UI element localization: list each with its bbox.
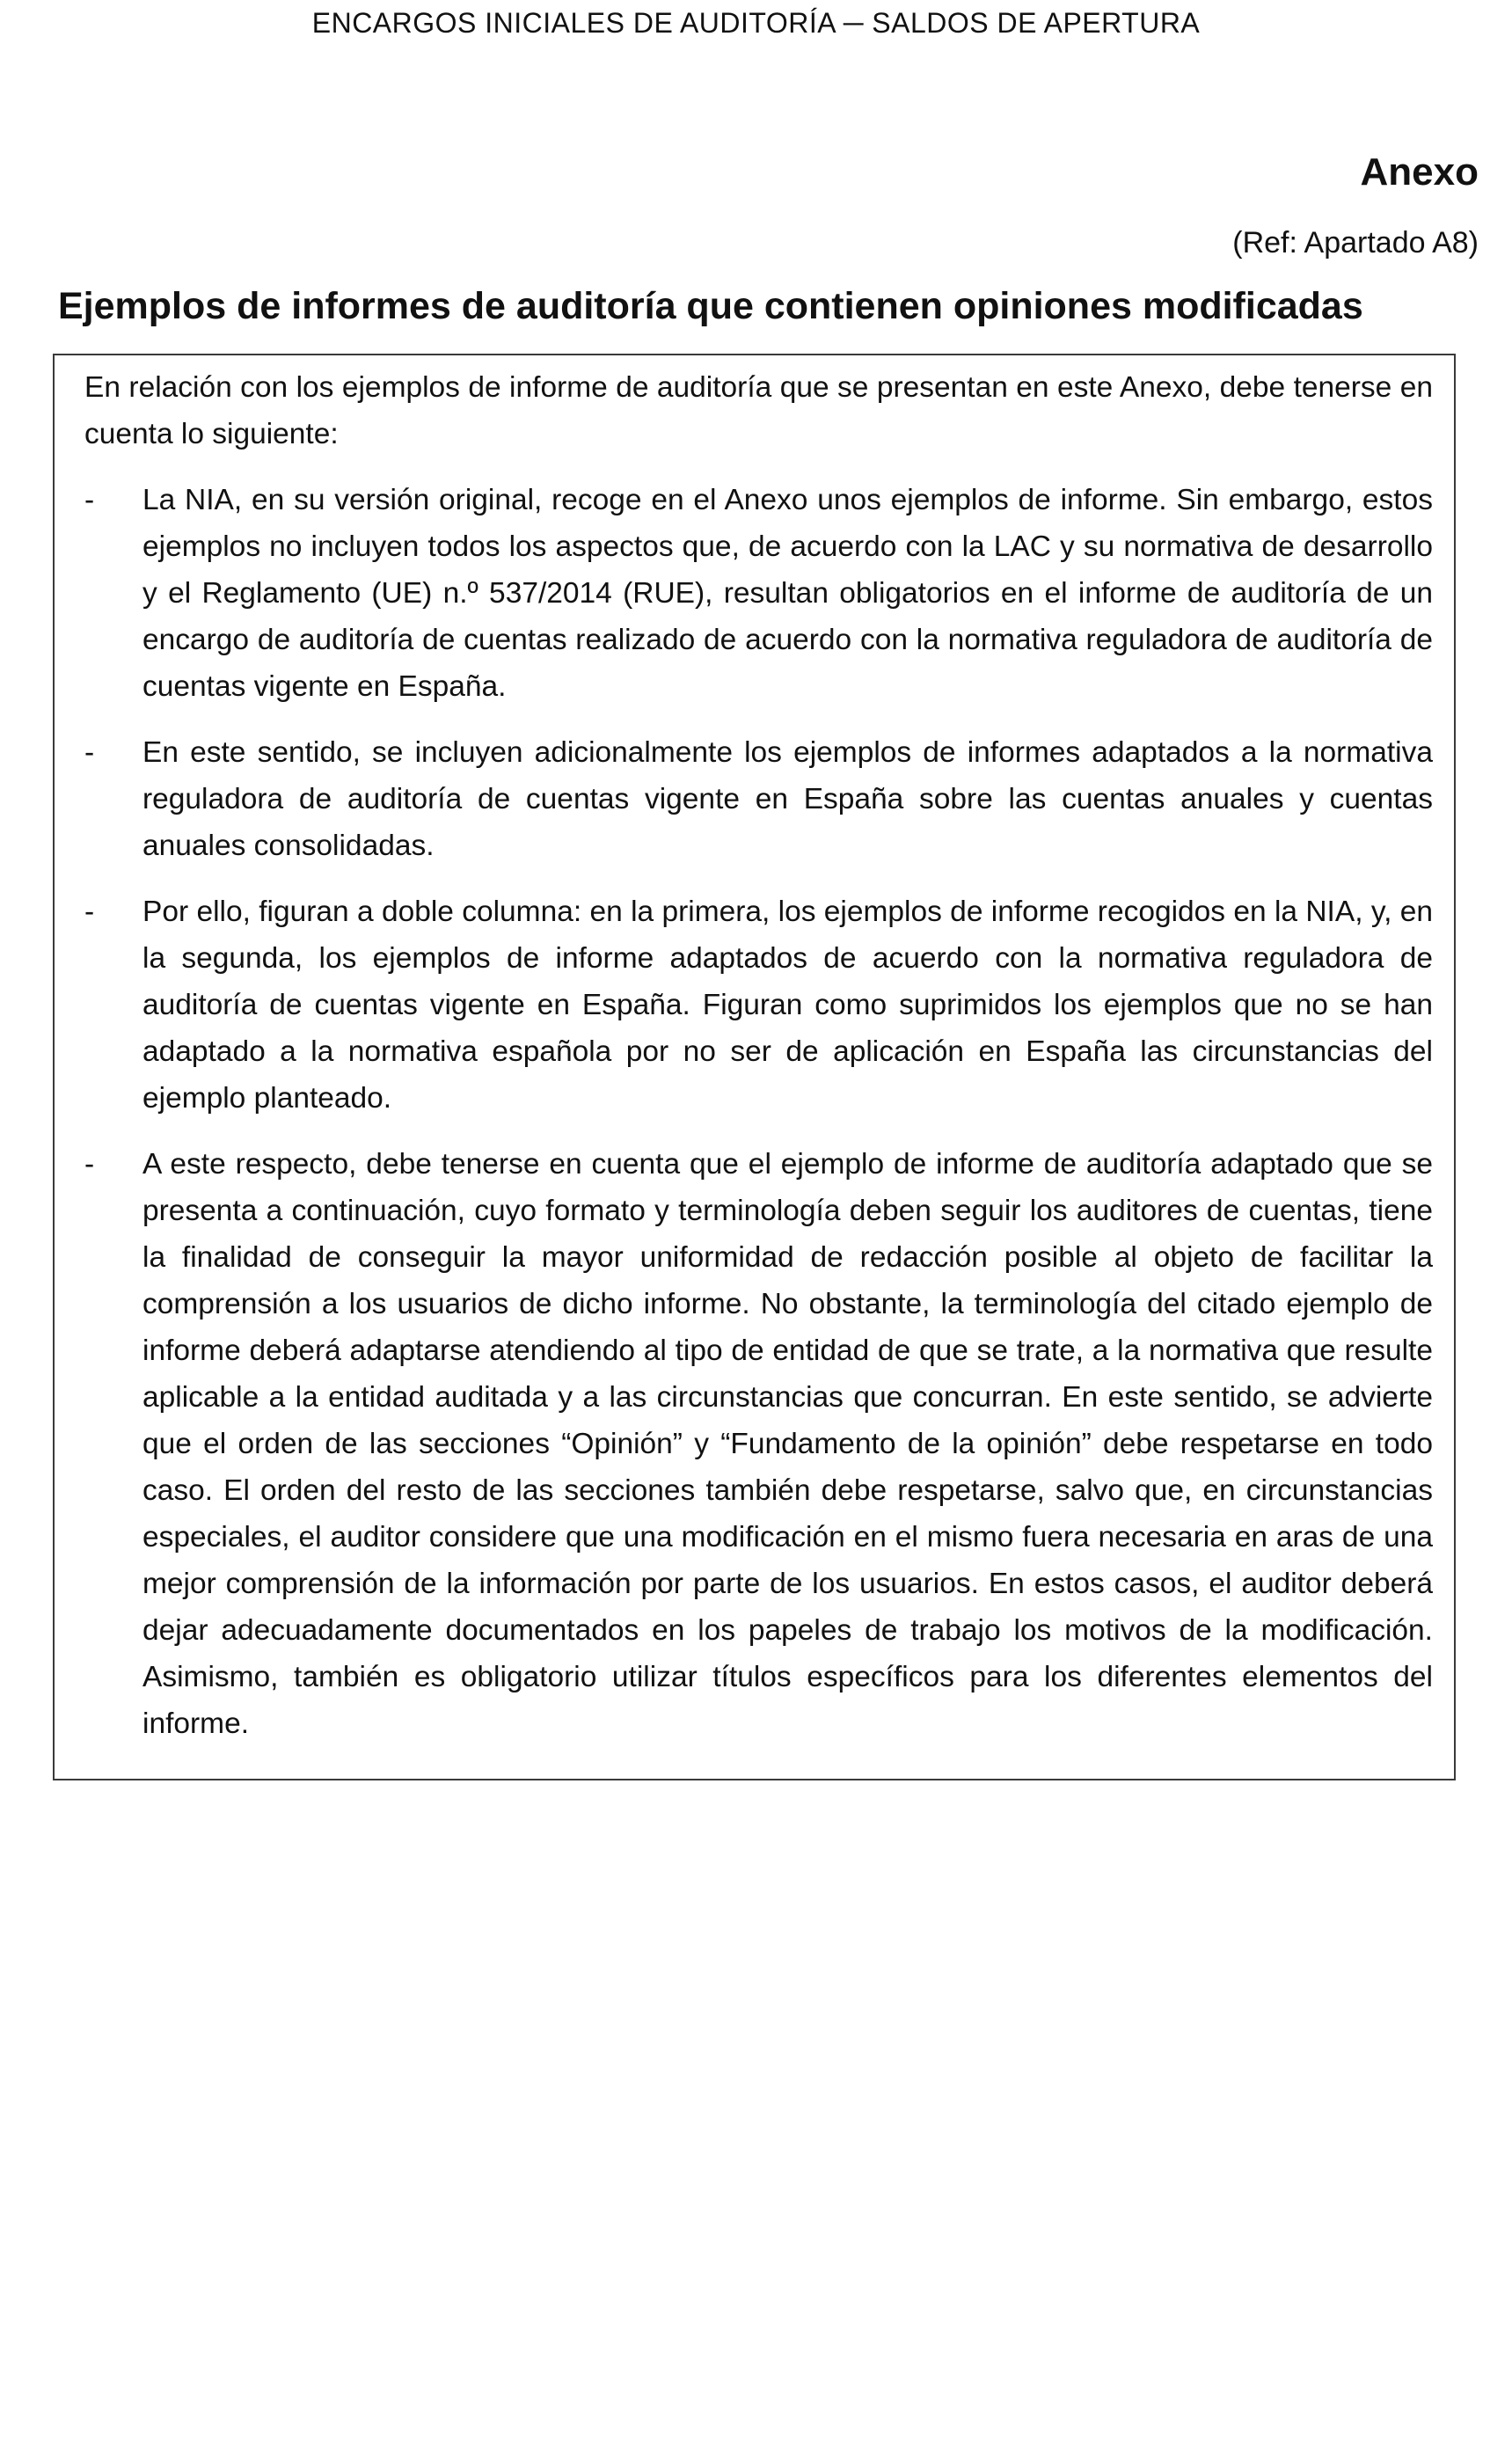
running-header: ENCARGOS INICIALES DE AUDITORÍA ─ SALDOS DE APERTURA [311,7,1201,39]
note-item-text: A este respecto, debe tenerse en cuenta que el ejemplo de informe de auditoría adaptado que se presenta a continuación, cuyo formato y terminología deben seguir los auditores de cuentas, tiene la finalidad de conseguir la mayor uniformidad de redacción posible al objeto de facilitar la comprensión a los usuarios de dicho informe. No obstante, la terminología del citado ejemplo de informe deberá adaptarse atendiendo al tipo de entidad de que se trate, a la normativa que resulte aplicable a la entidad auditada y a las circunstancias que concurran. En este sentido, se advierte que el orden de las secciones “Opinión” y “Fundamento de la opinión” debe respetarse en todo caso. El orden del resto de las secciones también debe respetarse, salvo que, en circunstancias especiales, el auditor considere que una modificación en el mismo fuera necesaria en aras de una mejor comprensión de la información por parte de los usuarios. En estos casos, el auditor deberá dejar adecuadamente documentados en los papeles de trabajo los motivos de la modificación. Asimismo, también es obligatorio utilizar títulos específicos para los diferentes elementos del informe. [142,1148,1433,1740]
annex-title: Anexo [1360,150,1479,194]
note-item [84,477,1433,710]
list-marker: - [84,896,95,928]
list-marker: - [84,1148,95,1181]
note-box [53,354,1456,1780]
note-item [84,888,1433,1122]
note-intro: En relación con los ejemplos de informe de auditoría que se presentan en este Anexo, debe tenerse en cuenta lo siguiente: [84,371,1433,450]
note-item-text: En este sentido, se incluyen adicionalmente los ejemplos de informes adaptados a la normativa reguladora de auditoría de cuentas vigente en España sobre las cuentas anuales y cuentas anuales consolidadas. [142,736,1433,862]
note-list [84,477,1433,1747]
document-title: Ejemplos de informes de auditoría que contienen opiniones modificadas [58,285,1363,327]
list-marker: - [84,484,95,516]
note-item-text: La NIA, en su versión original, recoge en el Anexo unos ejemplos de informe. Sin embargo, estos ejemplos no incluyen todos los aspectos que, de acuerdo con la LAC y su normativa de desarrollo y el Reglamento (UE) n.º 537/2014 (RUE), resultan obligatorios en el informe de auditoría de un encargo de auditoría de cuentas realizado de acuerdo con la normativa reguladora de auditoría de cuentas vigente en España. [142,484,1433,703]
note-item [84,1141,1433,1747]
note-item [84,729,1433,869]
note-item-text: Por ello, figuran a doble columna: en la primera, los ejemplos de informe recogidos en la NIA, y, en la segunda, los ejemplos de informe adaptados de acuerdo con la normativa reguladora de auditoría de cuentas vigente en España. Figuran como suprimidos los ejemplos que no se han adaptado a la normativa española por no ser de aplicación en España las circunstancias del ejemplo planteado. [142,896,1433,1115]
list-marker: - [84,736,95,769]
annex-reference: (Ref: Apartado A8) [1232,226,1479,260]
